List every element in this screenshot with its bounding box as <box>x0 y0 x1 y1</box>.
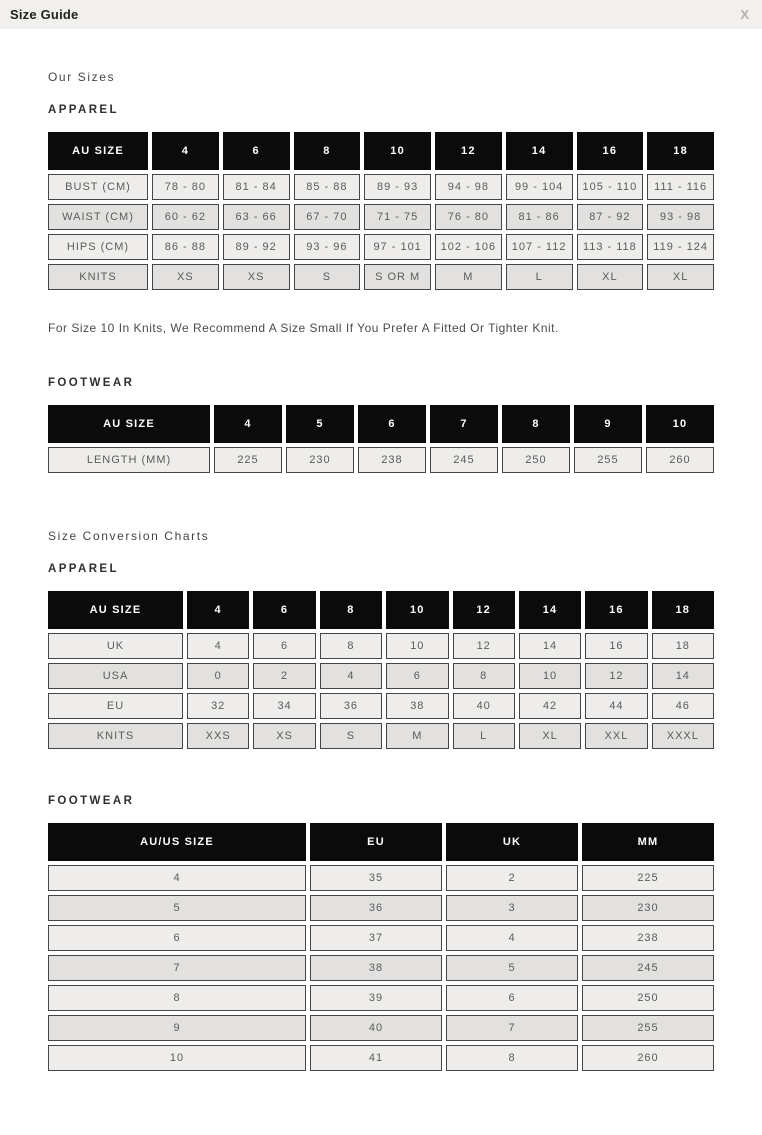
table-cell: 7 <box>446 1015 578 1041</box>
table-cell: 113 - 118 <box>577 234 644 260</box>
table-cell: LENGTH (MM) <box>48 447 210 473</box>
table-cell: XXS <box>187 723 249 749</box>
table-row <box>48 865 714 891</box>
table-cell: 14 <box>519 633 581 659</box>
table-cell: UK <box>48 633 183 659</box>
table-cell: L <box>506 264 573 290</box>
table-cell: M <box>386 723 448 749</box>
table-row <box>48 723 714 749</box>
table-cell: 10 <box>48 1045 306 1071</box>
table-header-cell: 10 <box>646 405 714 443</box>
table-cell: 93 - 96 <box>294 234 361 260</box>
table-cell: S <box>294 264 361 290</box>
table-cell: 44 <box>585 693 647 719</box>
table-cell: 38 <box>310 955 442 981</box>
table-cell: 37 <box>310 925 442 951</box>
table-cell: 85 - 88 <box>294 174 361 200</box>
table-cell: 94 - 98 <box>435 174 502 200</box>
table-cell: 14 <box>652 663 714 689</box>
table-cell: 39 <box>310 985 442 1011</box>
table-header-row <box>48 405 714 443</box>
table-cell: 36 <box>320 693 382 719</box>
table-cell: WAIST (CM) <box>48 204 148 230</box>
table-cell: 238 <box>358 447 426 473</box>
table-header-cell: 8 <box>320 591 382 629</box>
table-row <box>48 1045 714 1071</box>
our-sizes-footwear-table <box>44 401 718 477</box>
table-header-cell: AU/US SIZE <box>48 823 306 861</box>
table-cell: 89 - 93 <box>364 174 431 200</box>
size-guide-header <box>0 0 762 29</box>
conversion-apparel-label: APPAREL <box>48 563 119 575</box>
table-cell: M <box>435 264 502 290</box>
table-cell: 9 <box>48 1015 306 1041</box>
table-cell: 78 - 80 <box>152 174 219 200</box>
our-sizes-apparel-table <box>44 128 718 294</box>
table-cell: 225 <box>582 865 714 891</box>
table-cell: 81 - 86 <box>506 204 573 230</box>
table-cell: 4 <box>320 663 382 689</box>
table-cell: 6 <box>386 663 448 689</box>
our-sizes-heading: Our Sizes <box>48 70 116 84</box>
table-cell: XXL <box>585 723 647 749</box>
table-cell: 40 <box>310 1015 442 1041</box>
table-cell: XXXL <box>652 723 714 749</box>
table-cell: 12 <box>585 663 647 689</box>
table-cell: 46 <box>652 693 714 719</box>
table-header-cell: 16 <box>585 591 647 629</box>
table-cell: 71 - 75 <box>364 204 431 230</box>
table-cell: 76 - 80 <box>435 204 502 230</box>
knits-note: For Size 10 In Knits, We Recommend A Size Small If You Prefer A Fitted Or Tighter Knit. <box>48 321 559 335</box>
table-cell: 32 <box>187 693 249 719</box>
table-row <box>48 264 714 290</box>
table-row <box>48 895 714 921</box>
table-cell: 250 <box>502 447 570 473</box>
table-cell: 250 <box>582 985 714 1011</box>
table-cell: 60 - 62 <box>152 204 219 230</box>
table-header-cell: UK <box>446 823 578 861</box>
table-header-cell: 7 <box>430 405 498 443</box>
table-cell: 0 <box>187 663 249 689</box>
table-cell: 6 <box>446 985 578 1011</box>
size-guide-content <box>0 70 762 1135</box>
table-cell: 4 <box>187 633 249 659</box>
table-cell: 4 <box>48 865 306 891</box>
table-cell: 225 <box>214 447 282 473</box>
table-header-cell: 6 <box>358 405 426 443</box>
table-row <box>48 174 714 200</box>
table-cell: 8 <box>453 663 515 689</box>
table-cell: XS <box>253 723 315 749</box>
table-cell: 3 <box>446 895 578 921</box>
table-header-cell: 12 <box>453 591 515 629</box>
table-cell: 12 <box>453 633 515 659</box>
table-cell: 86 - 88 <box>152 234 219 260</box>
table-cell: 238 <box>582 925 714 951</box>
table-cell: 255 <box>582 1015 714 1041</box>
table-cell: KNITS <box>48 264 148 290</box>
table-cell: 8 <box>446 1045 578 1071</box>
table-header-cell: 16 <box>577 132 644 170</box>
table-row <box>48 663 714 689</box>
table-header-cell: 12 <box>435 132 502 170</box>
table-cell: 87 - 92 <box>577 204 644 230</box>
table-row <box>48 955 714 981</box>
table-cell: 5 <box>48 895 306 921</box>
table-header-cell: AU SIZE <box>48 591 183 629</box>
table-cell: 18 <box>652 633 714 659</box>
table-cell: 105 - 110 <box>577 174 644 200</box>
table-row <box>48 204 714 230</box>
table-cell: 36 <box>310 895 442 921</box>
table-cell: 260 <box>582 1045 714 1071</box>
table-cell: 8 <box>320 633 382 659</box>
table-row <box>48 447 714 473</box>
table-header-row <box>48 132 714 170</box>
table-row <box>48 633 714 659</box>
table-header-cell: 14 <box>519 591 581 629</box>
conversion-apparel-table <box>44 587 718 753</box>
table-header-cell: 8 <box>502 405 570 443</box>
table-cell: XL <box>519 723 581 749</box>
table-cell: 260 <box>646 447 714 473</box>
table-header-cell: 10 <box>386 591 448 629</box>
table-cell: XS <box>223 264 290 290</box>
table-header-cell: 18 <box>652 591 714 629</box>
table-header-cell: 14 <box>506 132 573 170</box>
table-row <box>48 985 714 1011</box>
table-header-cell: 4 <box>187 591 249 629</box>
table-cell: 111 - 116 <box>647 174 714 200</box>
table-cell: USA <box>48 663 183 689</box>
table-cell: 230 <box>582 895 714 921</box>
table-header-cell: 10 <box>364 132 431 170</box>
table-cell: 16 <box>585 633 647 659</box>
table-cell: 2 <box>446 865 578 891</box>
table-cell: 34 <box>253 693 315 719</box>
table-row <box>48 234 714 260</box>
table-cell: 245 <box>582 955 714 981</box>
table-cell: 119 - 124 <box>647 234 714 260</box>
our-sizes-apparel-label: APPAREL <box>48 104 119 116</box>
table-cell: 10 <box>519 663 581 689</box>
page-title: Size Guide <box>10 7 79 22</box>
table-cell: 10 <box>386 633 448 659</box>
table-cell: XS <box>152 264 219 290</box>
table-cell: 42 <box>519 693 581 719</box>
table-cell: 102 - 106 <box>435 234 502 260</box>
table-cell: KNITS <box>48 723 183 749</box>
table-cell: 4 <box>446 925 578 951</box>
table-header-cell: 9 <box>574 405 642 443</box>
table-cell: 89 - 92 <box>223 234 290 260</box>
table-cell: 107 - 112 <box>506 234 573 260</box>
table-row <box>48 925 714 951</box>
table-header-cell: 4 <box>214 405 282 443</box>
table-header-cell: 6 <box>253 591 315 629</box>
table-header-cell: 6 <box>223 132 290 170</box>
table-cell: 230 <box>286 447 354 473</box>
our-sizes-footwear-label: FOOTWEAR <box>48 377 135 389</box>
conversion-footwear-label: FOOTWEAR <box>48 795 135 807</box>
table-cell: S OR M <box>364 264 431 290</box>
table-header-cell: MM <box>582 823 714 861</box>
table-cell: L <box>453 723 515 749</box>
table-cell: 255 <box>574 447 642 473</box>
table-cell: XL <box>647 264 714 290</box>
table-cell: 7 <box>48 955 306 981</box>
table-header-cell: 18 <box>647 132 714 170</box>
table-header-cell: 5 <box>286 405 354 443</box>
table-cell: 5 <box>446 955 578 981</box>
table-cell: 63 - 66 <box>223 204 290 230</box>
table-cell: XL <box>577 264 644 290</box>
table-cell: 35 <box>310 865 442 891</box>
table-header-row <box>48 823 714 861</box>
table-header-cell: 4 <box>152 132 219 170</box>
table-header-cell: 8 <box>294 132 361 170</box>
table-cell: 6 <box>253 633 315 659</box>
table-header-row <box>48 591 714 629</box>
table-cell: 6 <box>48 925 306 951</box>
table-cell: 245 <box>430 447 498 473</box>
conversion-footwear-table <box>44 819 718 1075</box>
table-cell: 40 <box>453 693 515 719</box>
table-cell: 67 - 70 <box>294 204 361 230</box>
table-header-cell: EU <box>310 823 442 861</box>
table-cell: HIPS (CM) <box>48 234 148 260</box>
table-row <box>48 1015 714 1041</box>
table-cell: BUST (CM) <box>48 174 148 200</box>
size-conversion-heading: Size Conversion Charts <box>48 529 210 543</box>
table-cell: 41 <box>310 1045 442 1071</box>
table-header-cell: AU SIZE <box>48 405 210 443</box>
close-icon[interactable]: X <box>740 7 749 22</box>
table-row <box>48 693 714 719</box>
table-cell: 93 - 98 <box>647 204 714 230</box>
table-cell: S <box>320 723 382 749</box>
table-cell: 81 - 84 <box>223 174 290 200</box>
table-cell: 2 <box>253 663 315 689</box>
table-cell: 99 - 104 <box>506 174 573 200</box>
table-cell: 97 - 101 <box>364 234 431 260</box>
table-cell: 8 <box>48 985 306 1011</box>
table-header-cell: AU SIZE <box>48 132 148 170</box>
table-cell: 38 <box>386 693 448 719</box>
table-cell: EU <box>48 693 183 719</box>
